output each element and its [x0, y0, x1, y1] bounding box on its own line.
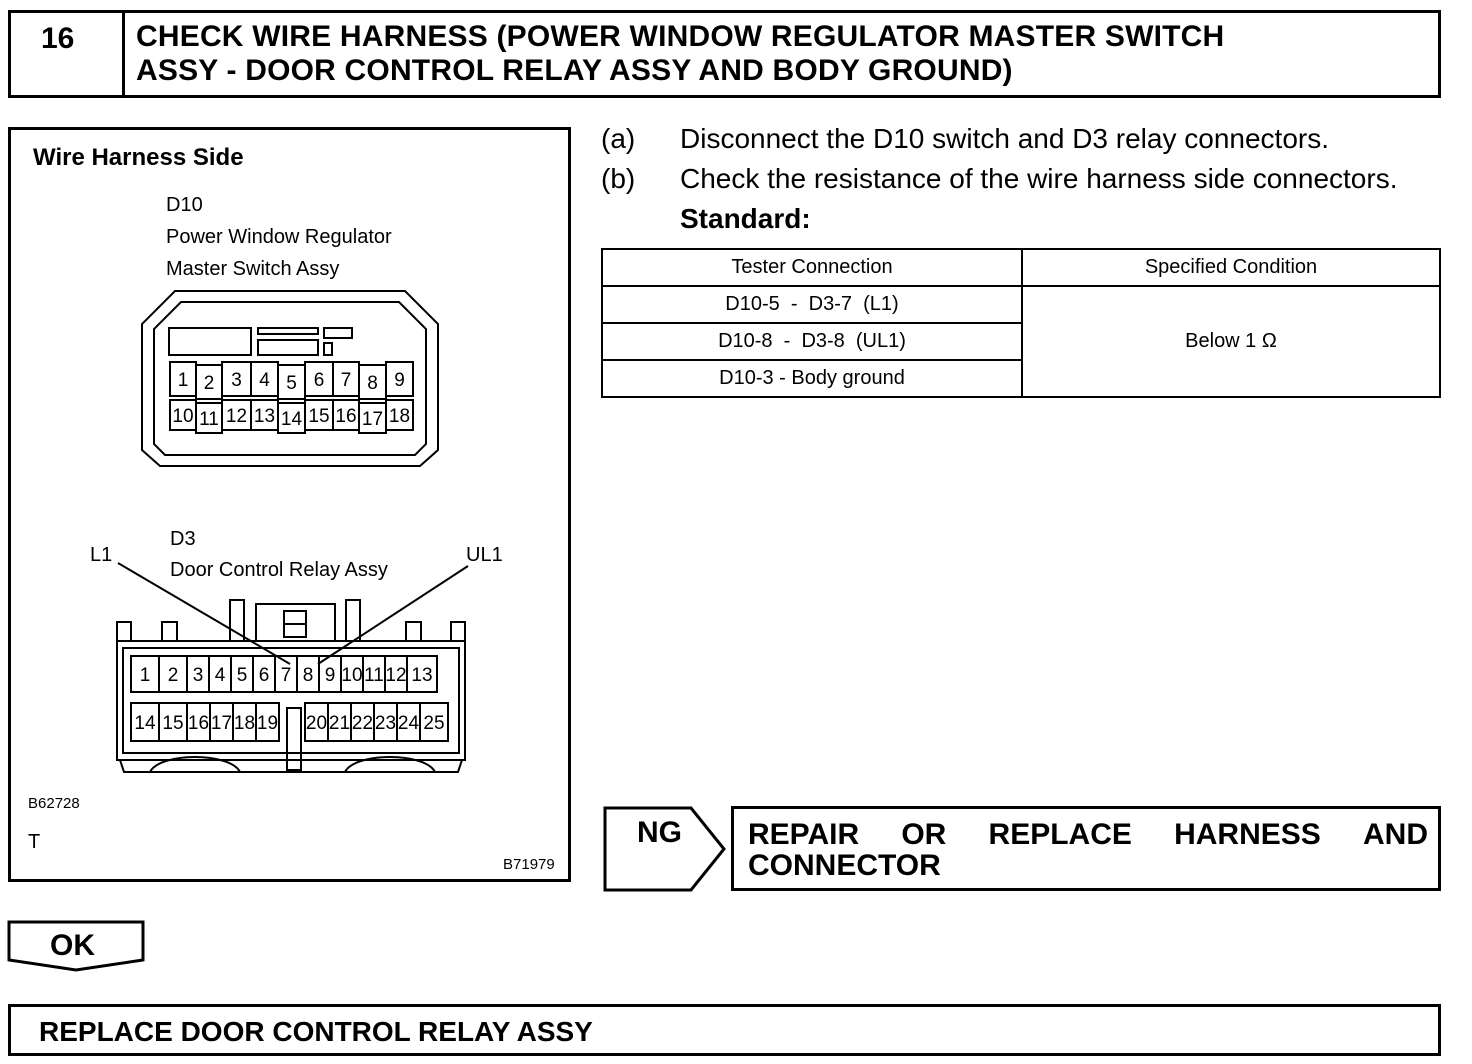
pin-number: 17	[361, 409, 384, 430]
pin-number: 21	[328, 713, 351, 734]
step-title-line1: CHECK WIRE HARNESS (POWER WINDOW REGULATOR MASTER SWITCH	[136, 20, 1225, 53]
pin-number: 11	[199, 409, 219, 430]
pin-number: 9	[394, 370, 405, 391]
d10-name-line2: Master Switch Assy	[166, 258, 340, 280]
pin-number: 22	[351, 713, 374, 734]
pin-number: 19	[256, 713, 279, 734]
figure-code-left: B62728	[28, 795, 80, 812]
d3-code: D3	[170, 528, 196, 550]
step-title-line2: ASSY - DOOR CONTROL RELAY ASSY AND BODY GROUND)	[136, 54, 1013, 87]
standard-label: Standard:	[680, 203, 811, 234]
figure-code-right: B71979	[503, 856, 555, 873]
table-cell-condition: Below 1 Ω	[1022, 286, 1440, 397]
pin-number: 16	[335, 406, 357, 427]
pin-number: 15	[308, 406, 330, 427]
step-number: 16	[41, 22, 75, 55]
ok-label: OK	[50, 929, 95, 962]
pin-number: 13	[253, 406, 276, 427]
pin-number: 11	[364, 665, 384, 686]
pin-number: 18	[388, 406, 411, 427]
pin-number: 24	[397, 713, 420, 734]
ng-word: REPLACE	[988, 818, 1132, 851]
pin-number: 1	[139, 665, 151, 686]
ng-word: REPAIR	[748, 818, 860, 851]
pin-number: 6	[313, 370, 325, 391]
d3-name: Door Control Relay Assy	[170, 559, 388, 581]
pin-number: 4	[214, 665, 226, 686]
pin-number: 12	[225, 406, 248, 427]
pin-number: 12	[385, 665, 407, 686]
figure-title: Wire Harness Side	[33, 144, 244, 171]
pin-number: 14	[134, 713, 156, 734]
wire-harness-figure	[8, 127, 571, 882]
step-title	[136, 20, 1426, 88]
pin-number: 3	[192, 665, 204, 686]
table-header-row	[602, 249, 1440, 286]
ng-action-line2: CONNECTOR	[748, 849, 941, 882]
step-b-label: (b)	[601, 163, 636, 194]
table-cell-connection: D10-5 - D3-7 (L1)	[602, 286, 1022, 323]
pin-number: 20	[305, 713, 328, 734]
pin-number: 5	[236, 665, 248, 686]
d3-connector	[117, 600, 465, 772]
pin-number: 5	[286, 373, 297, 394]
figure-drawing	[11, 130, 568, 879]
label-l1: L1	[90, 544, 113, 566]
final-action-box	[8, 1004, 1441, 1056]
ng-word: OR	[901, 818, 947, 851]
pin-number: 2	[167, 665, 179, 686]
step-header	[8, 10, 1441, 98]
pin-number: 18	[233, 713, 256, 734]
pin-number: 6	[258, 665, 270, 686]
ng-action-line1	[748, 818, 1428, 852]
table-row	[602, 286, 1440, 323]
pin-number: 7	[340, 370, 352, 391]
pin-number: 10	[341, 665, 363, 686]
ng-action-box	[731, 806, 1441, 891]
pin-number: 9	[324, 665, 336, 686]
ng-word: HARNESS	[1174, 818, 1321, 851]
d10-name-line1: Power Window Regulator	[166, 226, 392, 248]
pin-number: 8	[367, 373, 378, 394]
d10-code: D10	[166, 194, 203, 216]
label-ul1: UL1	[466, 544, 503, 566]
ng-label: NG	[637, 816, 682, 849]
final-action-text: REPLACE DOOR CONTROL RELAY ASSY	[39, 1016, 593, 1047]
pin-number: 4	[259, 370, 270, 391]
ng-word: AND	[1363, 818, 1428, 851]
step-a-text: Disconnect the D10 switch and D3 relay connectors.	[680, 123, 1329, 154]
pin-number: 8	[302, 665, 314, 686]
figure-code-t: T	[28, 831, 41, 853]
pin-number: 14	[280, 409, 303, 430]
pin-number: 10	[172, 406, 194, 427]
step-b-text: Check the resistance of the wire harness side connectors.	[680, 163, 1398, 194]
d10-pin-row-bottom	[170, 400, 413, 433]
pin-number: 17	[210, 713, 233, 734]
table-cell-connection: D10-3 - Body ground	[602, 360, 1022, 397]
pin-number: 23	[374, 713, 397, 734]
pin-number: 1	[177, 370, 189, 391]
table-cell-connection: D10-8 - D3-8 (UL1)	[602, 323, 1022, 360]
pin-number: 3	[231, 370, 242, 391]
spec-table	[601, 248, 1441, 398]
header-tester-connection: Tester Connection	[602, 249, 1022, 286]
step-number-cell	[11, 13, 125, 95]
pin-number: 2	[203, 373, 215, 394]
pin-number: 16	[187, 713, 210, 734]
step-a-label: (a)	[601, 123, 636, 154]
pin-number: 13	[411, 665, 433, 686]
pin-number: 15	[162, 713, 184, 734]
pin-number: 7	[280, 665, 292, 686]
d10-pin-row-top	[170, 362, 413, 399]
header-specified-condition: Specified Condition	[1022, 249, 1440, 286]
pin-number: 25	[423, 713, 445, 734]
